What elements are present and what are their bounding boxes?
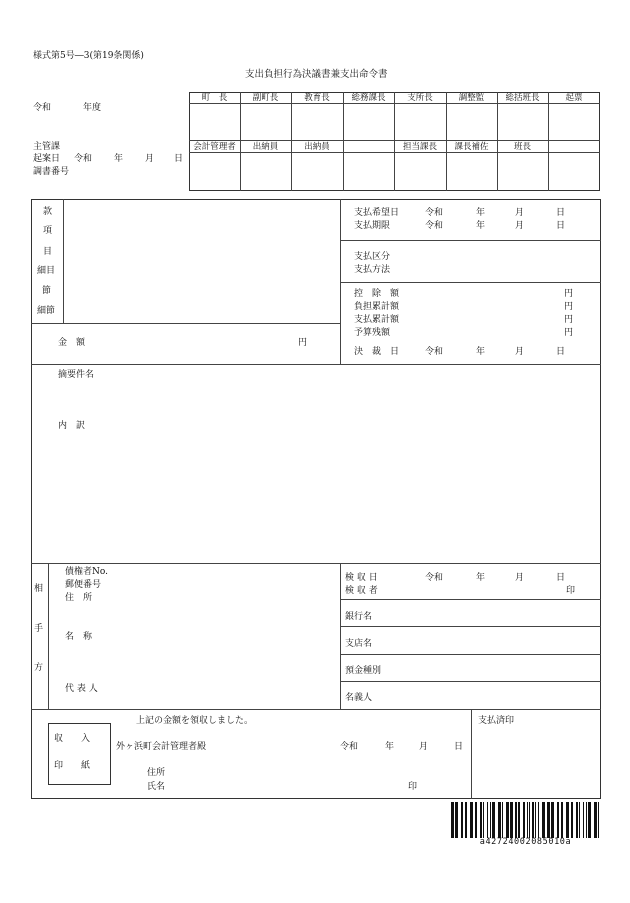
decision-month: 月 xyxy=(515,347,525,357)
summary-breakdown-label: 内 訳 xyxy=(58,421,86,431)
pay-hope-year: 年 xyxy=(476,208,486,218)
partner-side-3: 方 xyxy=(34,663,44,673)
pay-method: 支払方法 xyxy=(354,265,391,275)
account-type-label: 預金種別 xyxy=(345,666,382,676)
approver-general-affairs: 総務課長 xyxy=(351,93,386,103)
pay-hope-era: 令和 xyxy=(425,208,444,218)
approver-team-lead: 班長 xyxy=(513,142,531,152)
paid-stamp-label: 支払済印 xyxy=(478,716,515,726)
pay-hope-day: 日 xyxy=(556,208,566,218)
approver-cashier-1: 出納員 xyxy=(252,142,279,152)
receipt-seal: 印 xyxy=(408,782,418,792)
budget-kan: 款 xyxy=(43,207,53,217)
pay-total-label: 支払累計額 xyxy=(354,315,400,325)
approver-branch-office: 支所長 xyxy=(407,93,433,103)
pay-deadline-day: 日 xyxy=(556,221,566,231)
approver-section-head: 担当課長 xyxy=(402,142,437,152)
pay-deadline-month: 月 xyxy=(515,221,525,231)
amount-label: 金 額 xyxy=(58,338,86,348)
approver-deputy-mayor: 副町長 xyxy=(252,93,279,103)
receipt-day: 日 xyxy=(454,742,464,752)
creditor-no-label: 債権者No. xyxy=(65,567,108,577)
budget-remaining-label: 予算残額 xyxy=(354,328,391,338)
doc-no-label: 調書番号 xyxy=(33,167,70,177)
draft-month: 月 xyxy=(145,154,155,164)
receipt-address-label: 住所 xyxy=(147,768,166,778)
inspector-label: 検 収 者 xyxy=(345,586,378,596)
partner-side-2: 手 xyxy=(34,624,44,634)
draft-year: 年 xyxy=(114,154,124,164)
deduction-label: 控 除 額 xyxy=(354,289,400,299)
pay-deadline-era: 令和 xyxy=(425,221,444,231)
deduction-yen: 円 xyxy=(564,289,574,299)
amount-unit: 円 xyxy=(298,338,308,348)
revenue-stamp-top: 収 入 xyxy=(54,734,91,744)
pay-hope-date: 支払希望日 xyxy=(354,208,400,218)
approver-drafter: 起票 xyxy=(565,93,583,103)
partner-rep-label: 代 表 人 xyxy=(65,684,98,694)
decision-date-label: 決 裁 日 xyxy=(354,347,400,357)
revenue-stamp-box xyxy=(48,723,111,785)
budget-kou: 項 xyxy=(43,226,53,236)
burden-total-label: 負担累計額 xyxy=(354,302,400,312)
budget-remaining-yen: 円 xyxy=(564,328,574,338)
receipt-year: 年 xyxy=(385,742,395,752)
partner-name-label: 名 称 xyxy=(65,632,93,642)
approver-mayor: 町 長 xyxy=(201,93,228,103)
receipt-addressee: 外ヶ浜町会計管理者殿 xyxy=(116,742,207,752)
inspect-day: 日 xyxy=(556,573,566,583)
form-title: 支出負担行為決議書兼支出命令書 xyxy=(245,69,388,80)
form-number: 様式第5号―3(第19条関係) xyxy=(33,51,144,61)
postal-code-label: 郵便番号 xyxy=(65,580,102,590)
approver-chief: 総括班長 xyxy=(505,93,540,103)
pay-deadline: 支払期限 xyxy=(354,221,391,231)
approver-assistant: 課長補佐 xyxy=(454,142,489,152)
budget-setsu: 節 xyxy=(42,286,52,296)
decision-day: 日 xyxy=(556,347,566,357)
year-suffix: 年度 xyxy=(83,103,102,113)
approver-coordinator: 調整監 xyxy=(458,93,485,103)
bank-name-label: 銀行名 xyxy=(345,612,373,622)
inspect-year: 年 xyxy=(476,573,486,583)
budget-saimoku: 細目 xyxy=(37,266,56,276)
approver-cashier-2: 出納員 xyxy=(304,142,330,152)
budget-saisetsu: 細節 xyxy=(37,306,56,316)
barcode xyxy=(451,802,600,838)
receipt-era: 令和 xyxy=(340,742,359,752)
partner-address-label: 住 所 xyxy=(65,593,93,603)
receipt-name-label: 氏名 xyxy=(147,782,166,792)
inspect-date-label: 検 収 日 xyxy=(345,573,378,583)
revenue-stamp-bottom: 印 紙 xyxy=(54,761,91,771)
burden-total-yen: 円 xyxy=(564,302,574,312)
pay-category: 支払区分 xyxy=(354,252,391,262)
dept-label: 主管課 xyxy=(33,142,61,152)
pay-deadline-year: 年 xyxy=(476,221,486,231)
budget-moku: 目 xyxy=(43,247,53,257)
inspect-era: 令和 xyxy=(425,573,444,583)
receipt-text: 上記の金額を領収しました。 xyxy=(136,716,254,726)
partner-side-1: 相 xyxy=(34,584,44,594)
pay-total-yen: 円 xyxy=(564,315,574,325)
branch-name-label: 支店名 xyxy=(345,639,373,649)
pay-hope-month: 月 xyxy=(515,208,525,218)
decision-era: 令和 xyxy=(425,347,444,357)
inspector-seal: 印 xyxy=(566,586,576,596)
decision-year: 年 xyxy=(476,347,486,357)
approver-accounting: 会計管理者 xyxy=(193,142,236,152)
account-holder-label: 名義人 xyxy=(345,693,373,703)
draft-date-label: 起案日 xyxy=(33,154,61,164)
receipt-month: 月 xyxy=(419,742,429,752)
approver-education: 教育長 xyxy=(304,93,330,103)
draft-day: 日 xyxy=(174,154,184,164)
inspect-month: 月 xyxy=(515,573,525,583)
year-era: 令和 xyxy=(33,103,52,113)
barcode-text: a42724002085010a xyxy=(479,837,572,847)
draft-era: 令和 xyxy=(74,154,93,164)
summary-case-label: 摘要件名 xyxy=(58,370,95,380)
